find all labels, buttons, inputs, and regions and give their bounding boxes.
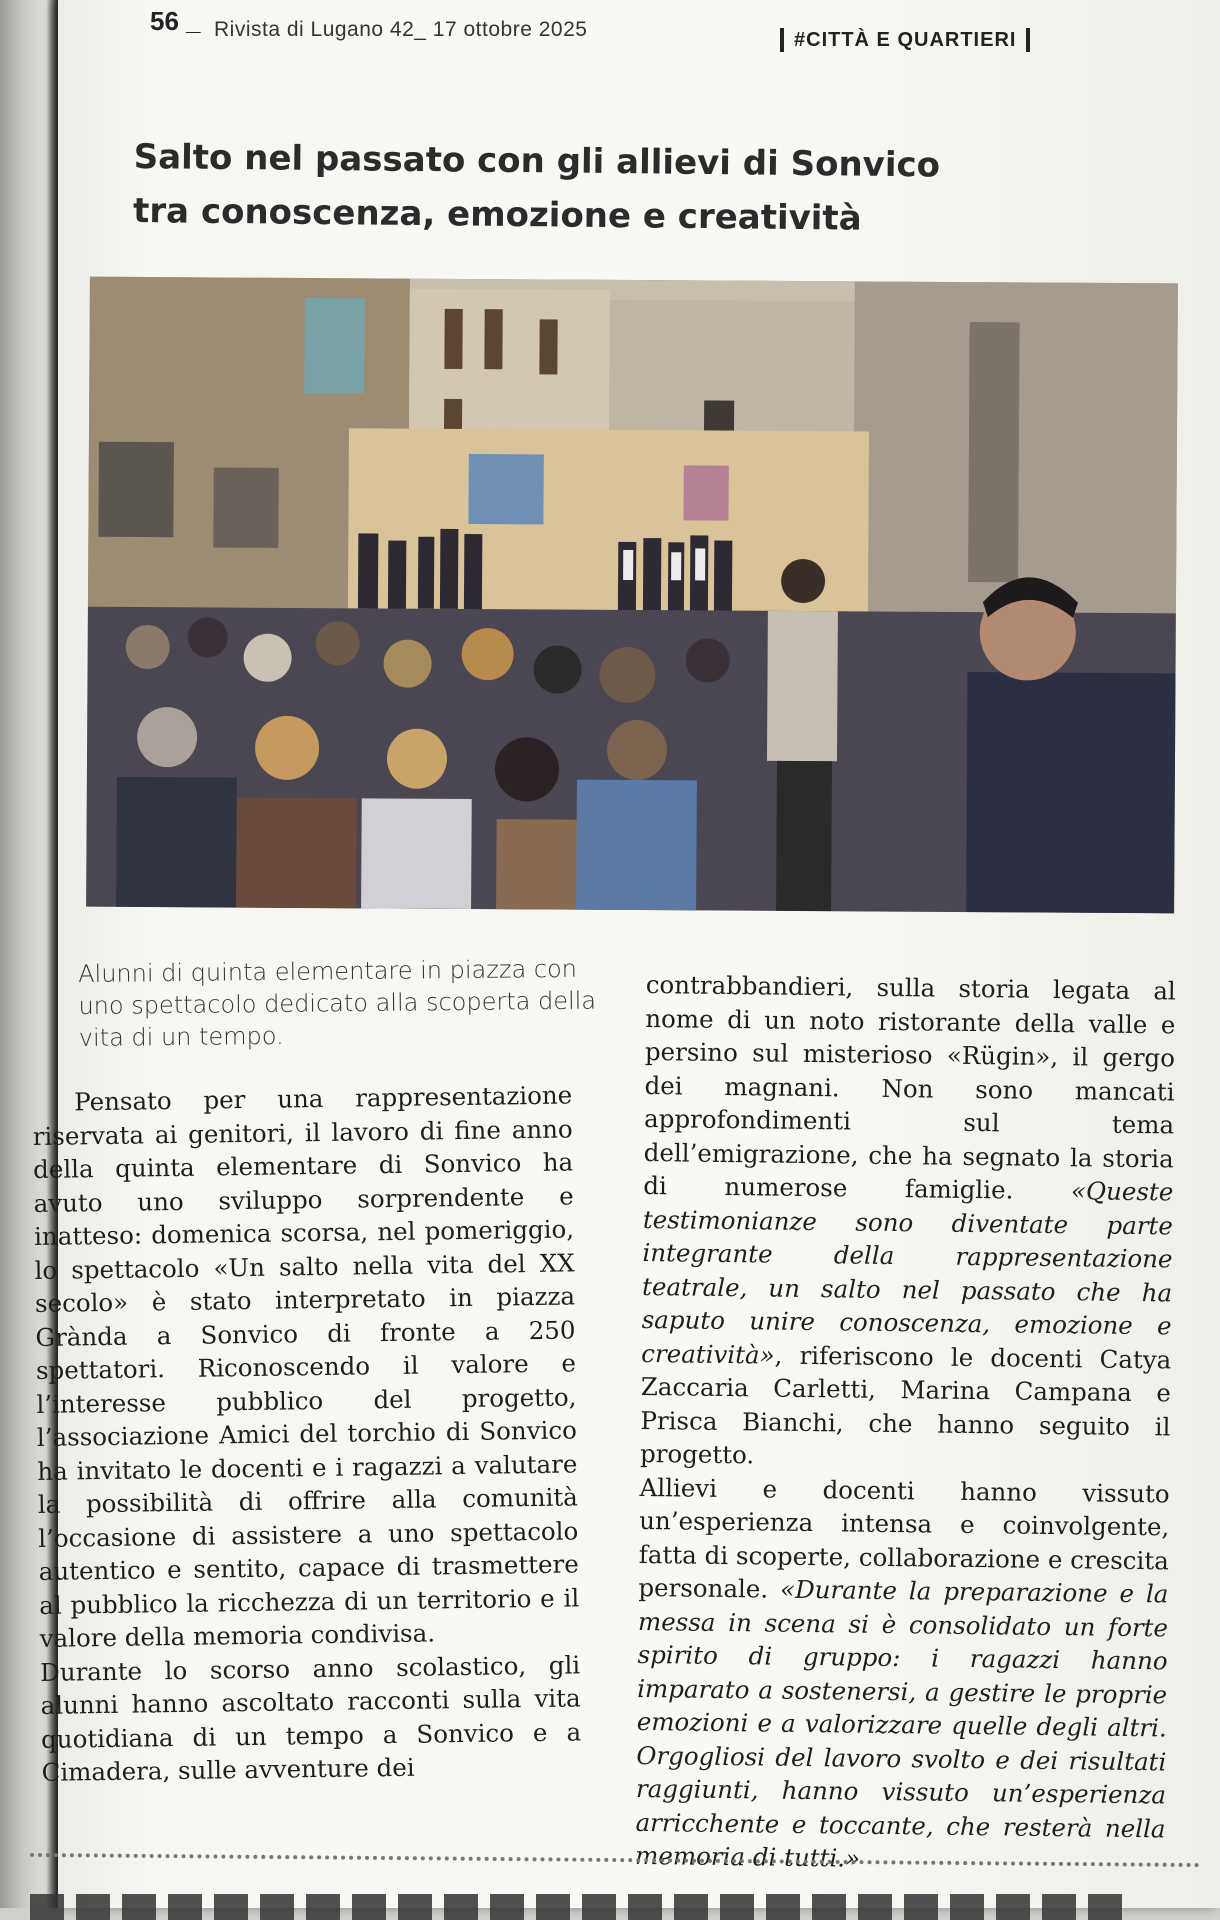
paragraph-4 [635,1470,1170,1878]
article-column-left [32,1078,582,1789]
quote-group-spirit: «Durante la preparazione e la messa in scena si è consolidato un forte spirito di gruppo: i ragazzi hanno imparato a sostenersi, a gestire le proprie emozioni e a valorizzare quelle degli altri. Orgogliosi del lavoro svolto e dei risultati raggiunti, hanno vissuto un’esperienza arricchente e toccante, che resterà nella memoria di tutti.» [634,1574,1169,1873]
article-column-right [635,968,1176,1879]
paragraph-3-text-b: , riferiscono le docenti Catya Zaccaria Carletti, Marina Campana e Prisca Bianchi, che hanno seguito il progetto. [639,1340,1172,1470]
standing-man [767,611,838,761]
foreground-man [966,672,1175,913]
paragraph-1: Pensato per una rappresentazione riservata ai genitori, il lavoro di fine anno della quinta elementare di Sonvico ha avuto uno sviluppo sorprendente e inatteso: domenica scorsa, nel pomeriggio, lo spettacolo «Un salto nella vita del XX secolo» è stato interpretato in piazza Grànda a Sonvico di fronte a 250 spettatori. Riconoscendo il valore e l’interesse pubblico del progetto, l’associazione Amici del torchio di Sonvico ha invitato le docenti e i ragazzi a valutare la possibilità di offrire alla comunità l’occasione di assistere a uno spettacolo autentico e sentito, capace di trasmettere al pubblico la ricchezza di un territorio e il valore della memoria condivisa. [32,1080,580,1653]
paragraph-3-text-a: contrabbandieri, sulla storia legata al nome di un noto ristorante della valle e persino sul misterioso «Rügin», il gergo dei magnani. Non sono mancati approfondimenti sul tema dell’emigrazione, che ha segnato la storia di numerose famiglie. [643,969,1176,1206]
painted-backdrop [468,454,543,524]
article-photo [86,277,1178,914]
section-tag: #CITTÀ E QUARTIERI [780,28,1030,52]
page-number: 56 [150,6,179,36]
paragraph-4-text: Allievi e docenti hanno vissuto un’esperienza intensa e coinvolgente, fatta di scoperte, collaborazione e crescita personale. [638,1472,1170,1604]
headline-line-1: Salto nel passato con gli allievi di Sonvico [133,136,941,186]
page-header [150,6,1110,56]
standfirst: Alunni di quinta elementare in piazza con uno spettacolo dedicato alla scoperta della vita di un tempo. [78,954,597,1052]
next-article-headline-cropped [30,1880,1130,1920]
photo-illustration [86,277,1178,914]
article-headline [133,130,1034,247]
publication-info: Rivista di Lugano 42_ 17 ottobre 2025 [214,18,588,41]
shutter-window [304,298,365,393]
quote-teachers: «Queste testimonianze sono diventate parte integrante della rappresentazione teatrale, un salto nel passato che ha saputo unire conoscenza, emozione e creatività» [641,1176,1174,1370]
paragraph-2: Durante lo scorso anno scolastico, gli alunni hanno ascoltato racconti sulla vita quotidiana di un tempo a Sonvico e a Cimadera, sulle avventure dei [39,1649,582,1787]
page-number-separator: _ [186,6,201,36]
paragraph-3 [640,968,1176,1477]
headline-line-2: tra conoscenza, emozione e creatività [132,190,862,239]
barred-window [98,442,174,537]
